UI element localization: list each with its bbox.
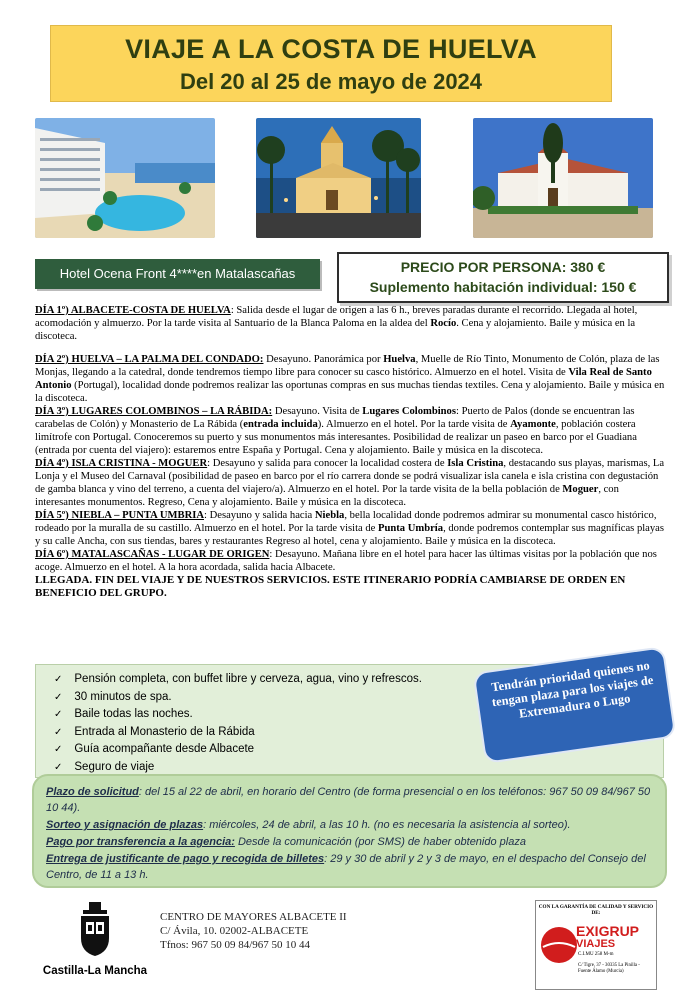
hotel-photo — [35, 118, 215, 238]
agency-address: C/ Tigre, 37 - 30335 La Pinilla - Fuente Álamo (Murcia) — [578, 963, 640, 974]
castilla-la-mancha-logo — [40, 900, 150, 980]
day-1-title: DÍA 1º) ALBACETE-COSTA DE HUELVA — [35, 305, 231, 316]
single-supplement: Suplemento habitación individual: 150 € — [369, 279, 637, 295]
included-item: ✓ Baile todas las noches. — [54, 706, 663, 724]
itinerary-day-4: DÍA 4º) ISLA CRISTINA - MOGUER: Desayuno y salida para conocer la localidad costera de Isla Cristina, destacando sus playas, marismas, La Lonja y el Museo del Carnaval (posibilidad de paseo en barco por el río carrera donde se podrá visualizar isla canela e isla cristina con degustación de gamba blanca y vino del terreno, a cuenta del viajero/a). Almuerzo en el hotel. Por la tarde visita de la bella población de Moguer, con interesantes monumentos. Regreso, Cena y alojamiento. Baile y música en la discoteca. — [35, 458, 665, 508]
center-contact — [160, 910, 347, 952]
day-5-title: DÍA 5º) NIEBLA – PUNTA UMBRIA — [35, 510, 204, 521]
application-period: Plazo de solicitud: del 15 al 22 de abril, en horario del Centro (de forma presencial o en los teléfonos: 967 50 09 84/967 50 10 44). — [46, 786, 651, 814]
monastery-photo — [473, 118, 653, 238]
day-6-title: DÍA 6º) MATALASCAÑAS - LUGAR DE ORIGEN — [35, 549, 270, 560]
hotel-label: Hotel Ocena Front 4****en Matalascañas — [35, 259, 320, 289]
payment-info: Pago por transferencia a la agencia: Desde la comunicación (por SMS) de haber obtenido plaza — [46, 836, 526, 848]
key-dates — [32, 774, 667, 888]
price-box — [337, 252, 669, 303]
coat-of-arms-icon — [75, 900, 115, 958]
itinerary — [35, 304, 670, 600]
itinerary-day-3: DÍA 3º) LUGARES COLOMBINOS – LA RÁBIDA: Desayuno. Visita de Lugares Colombinos: Puerto de Palos (donde se encuentran las carabelas de Colón) y Monasterio de La Rábida (entrada incluida). Almuerzo en el hotel. Por la tarde visita de Ayamonte, población costera limítrofe con Portugal. Conoceremos su puerto y sus monumentos más interesantes. Posibilidad de realizar un paseo en barco por el Guadiana (entrada por cuenta del viajero): estaremos entre España y Portugal. Cena y alojamiento. Baile y música en la discoteca. — [35, 406, 637, 456]
agency-guarantee: CON LA GARANTÍA DE CALIDAD Y SERVICIO DE: — [538, 904, 654, 916]
page-subtitle: Del 20 al 25 de mayo de 2024 — [179, 69, 483, 94]
included-item: ✓ 30 minutos de spa. — [54, 689, 663, 707]
included-item: ✓ Pensión completa, con buffet libre y cerveza, agua, vino y refrescos. — [54, 671, 663, 689]
title-banner — [50, 25, 612, 102]
ticket-pickup: Entrega de justificante de pago y recogida de billetes: 29 y 30 de abril y 2 y 3 de mayo, en el despacho del Consejo del Centro, de 11 a 13 h. — [46, 853, 646, 881]
day-3-title: DÍA 3º) LUGARES COLOMBINOS – LA RÁBIDA: — [35, 406, 273, 417]
page-title: VIAJE A LA COSTA DE HUELVA — [125, 34, 537, 64]
church-photo — [256, 118, 421, 238]
day-4-title: DÍA 4º) ISLA CRISTINA - MOGUER — [35, 458, 208, 469]
agency-brand: EXIGRUP VIAJES — [576, 923, 640, 950]
price-per-person: PRECIO POR PERSONA: 380 € — [400, 259, 606, 275]
center-address: C/ Ávila, 10. 02002-ALBACETE — [160, 925, 309, 937]
itinerary-day-5: DÍA 5º) NIEBLA – PUNTA UMBRIA: Desayuno y salida hacia Niebla, bella localidad donde podremos admirar su monumental casco histórico, rodeado por la muralla de su castillo. Almuerzo en el hotel. Por la tarde visita de Punta Umbría, donde podremos contemplar sus magníficas playas y su calle Ancha, con sus tiendas, bares y restaurantes Regreso al hotel, cena y alojamiento. Baile y música en la discoteca. — [35, 510, 665, 547]
itinerary-day-1: DÍA 1º) ALBACETE-COSTA DE HUELVA: Salida desde el lugar de origen a las 6 h., breves paradas durante el recorrido. Llegada al hotel, acomodación y almuerzo. Por la tarde visita al Santuario de la Blanca Paloma en la aldea del Rocío. Cena y alojamiento. Baile y música en la discoteca. — [35, 305, 638, 342]
agency-logo — [535, 900, 657, 990]
included-item: ✓ Seguro de viaje — [54, 759, 663, 777]
center-phones: Tfnos: 967 50 09 84/967 50 10 44 — [160, 939, 311, 951]
included-item: ✓ Entrada al Monasterio de la Rábida — [54, 724, 663, 742]
region-name: Castilla-La Mancha — [42, 965, 148, 977]
agency-license: C.I.MU 258 M-m — [578, 952, 614, 957]
red-circle-icon — [539, 925, 579, 965]
itinerary-day-6: DÍA 6º) MATALASCAÑAS - LUGAR DE ORIGEN: Desayuno. Mañana libre en el hotel para hacer las últimas visitas por la población que nos acoge. Almuerzo en el hotel. A la hora acordada, salida hacia Albacete. — [35, 549, 657, 573]
priority-note: Tendrán prioridad quienes no tengan plaza para los viajes de Extremadura o Lugo — [473, 646, 677, 764]
center-name: CENTRO DE MAYORES ALBACETE II — [160, 911, 347, 923]
itinerary-final-note: LLEGADA. FIN DEL VIAJE Y DE NUESTROS SERVICIOS. ESTE ITINERARIO PODRÍA CAMBIARSE DE ORDEN EN BENEFICIO DEL GRUPO. — [35, 574, 626, 599]
day-2-title: DÍA 2º) HUELVA – LA PALMA DEL CONDADO: — [35, 354, 264, 365]
itinerary-day-2: DÍA 2º) HUELVA – LA PALMA DEL CONDADO: Desayuno. Panorámica por Huelva, Muelle de Río Tinto, Monumento de Colón, plaza de las Monjas, llegando a la catedral, donde tendremos tiempo libre para conocer su casco histórico. Almuerzo en el hotel. Visita de Vila Real de Santo Antonio (Portugal), localidad donde podremos realizar las oportunas compras en sus muchas tiendas textiles. Cena y alojamiento. Baile y música en la discoteca. — [35, 354, 665, 404]
draw-date: Sorteo y asignación de plazas: miércoles, 24 de abril, a las 10 h. (no es necesaria la asistencia al sorteo). — [46, 819, 571, 831]
included-item: ✓ Guía acompañante desde Albacete — [54, 741, 663, 759]
